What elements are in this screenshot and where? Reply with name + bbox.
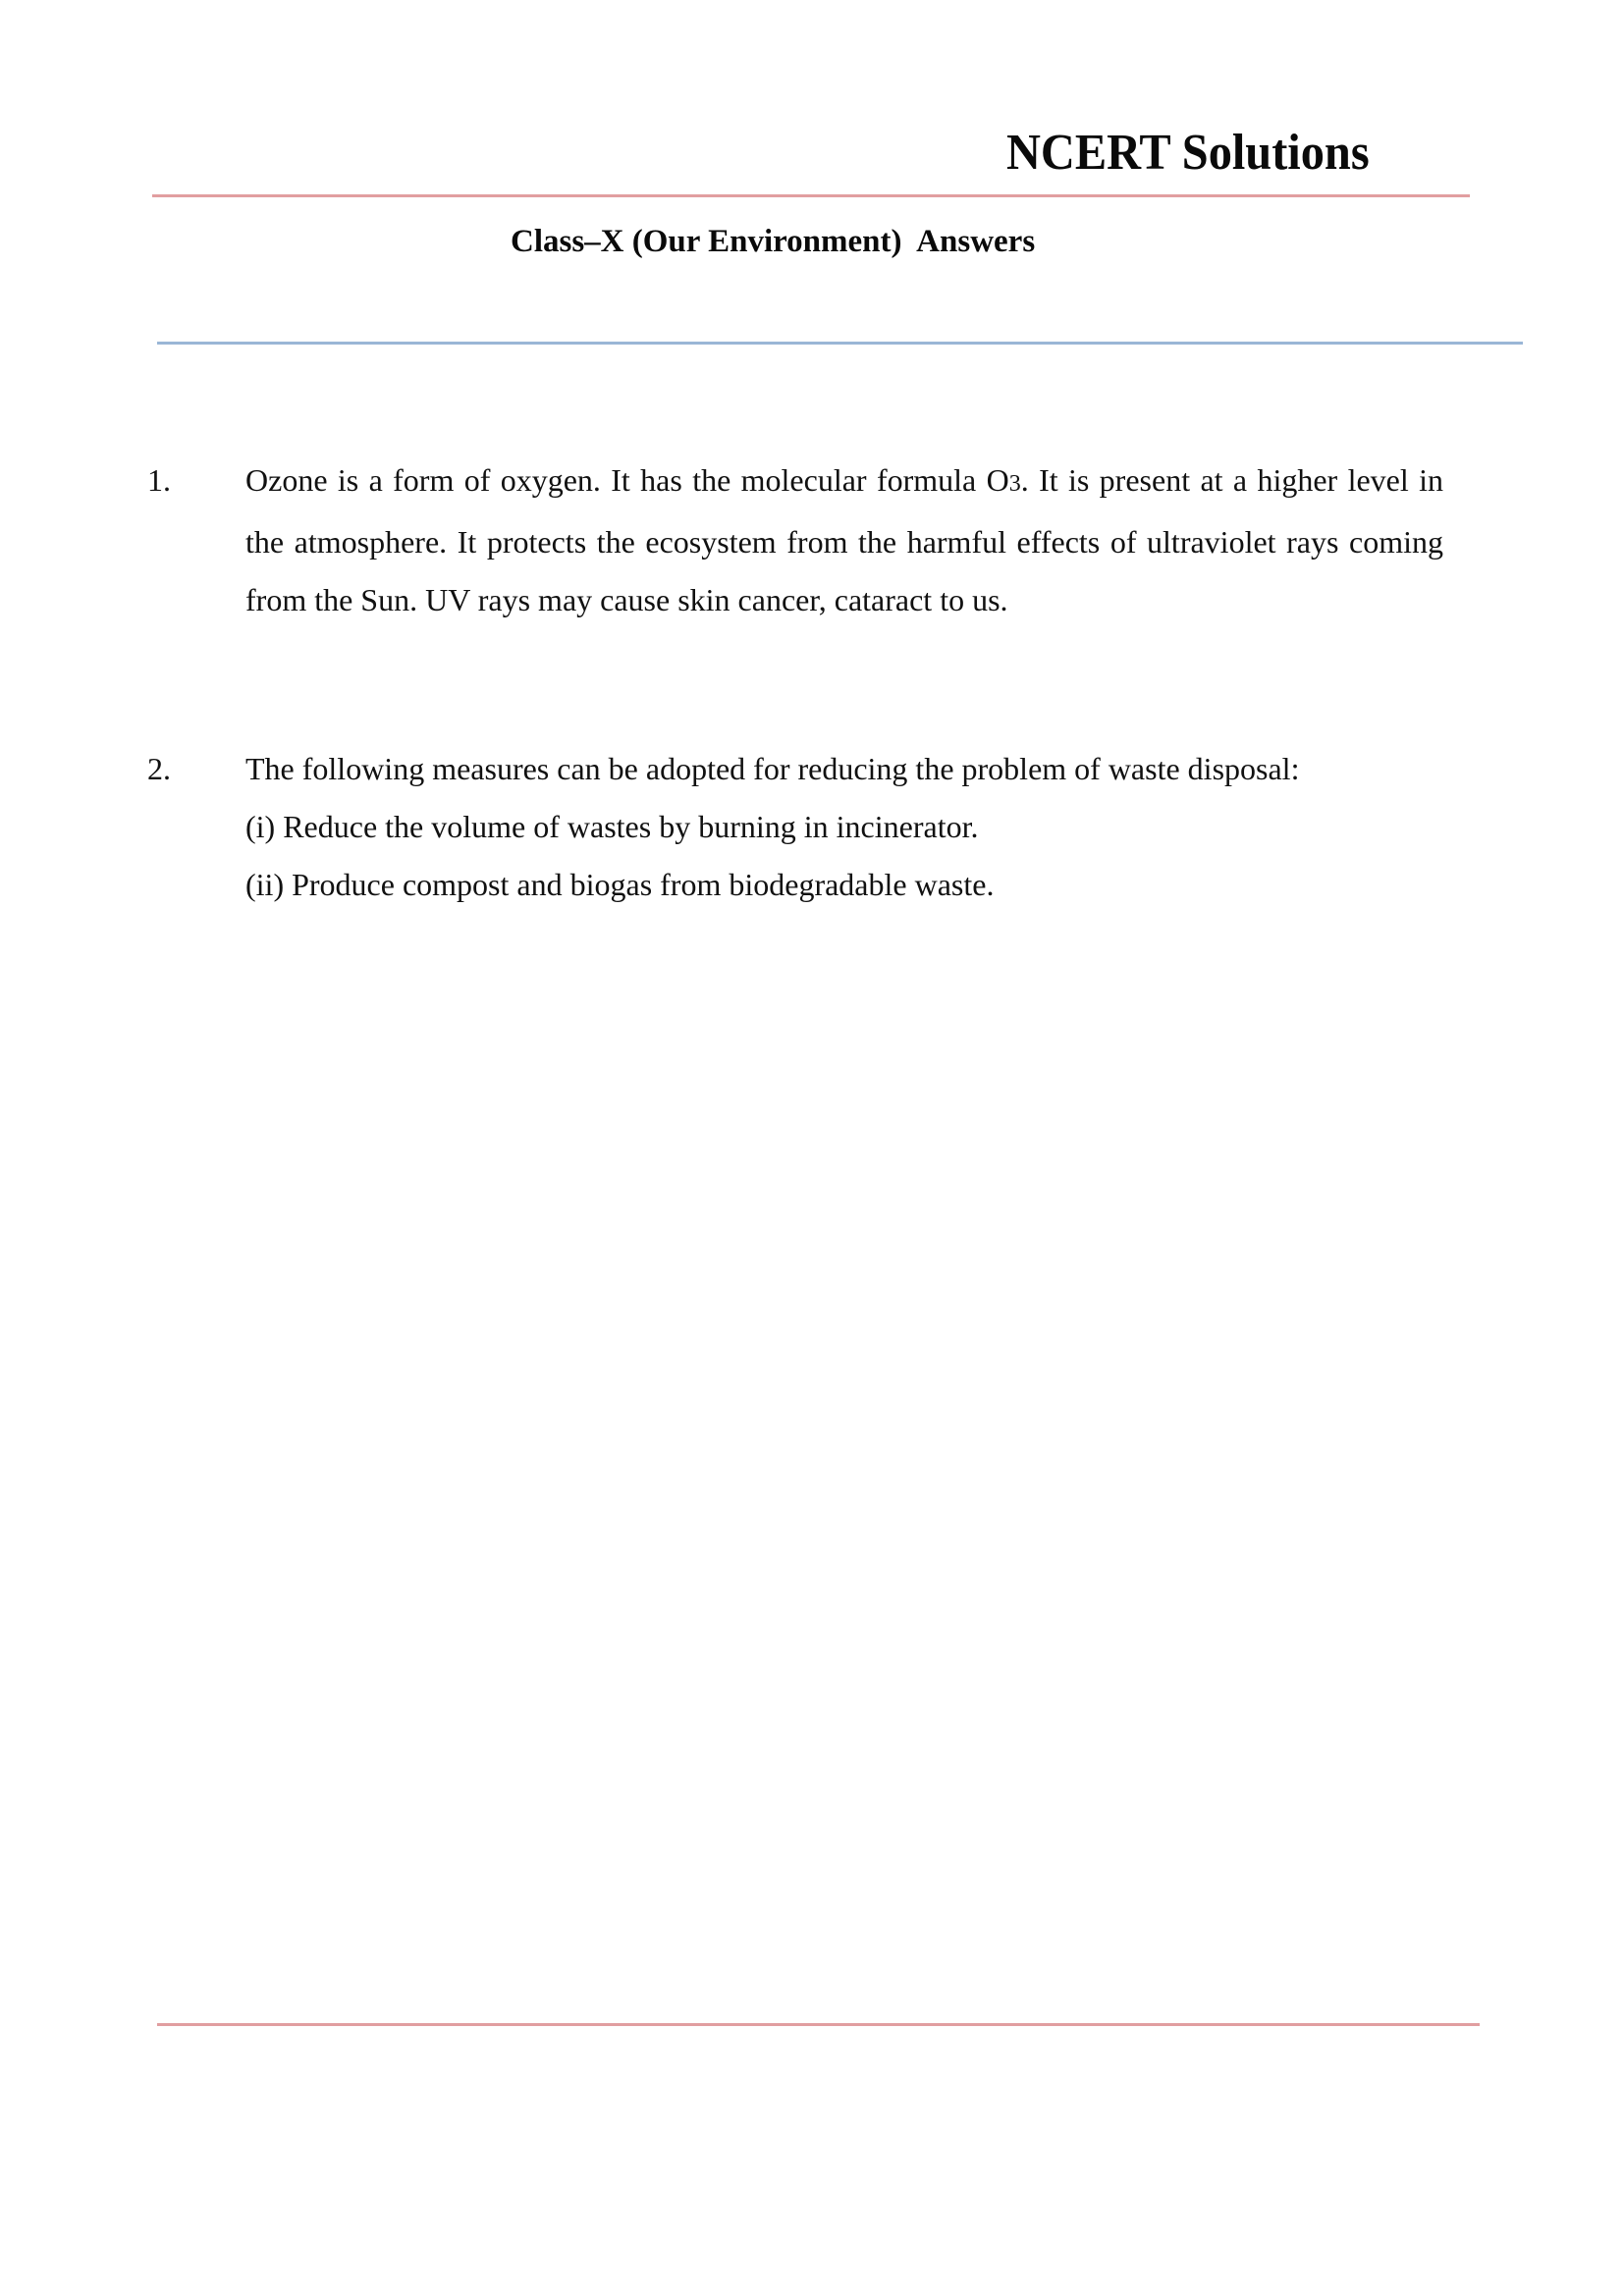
page-title: Class–X (Our Environment) Answers (511, 224, 1036, 259)
formula-subscript: 3 (1008, 471, 1021, 497)
answer-text-continued: . It is present at a higher level in the atmosphere. It protects the ecosystem from the harmful effects of ultraviolet rays coming from the Sun. UV rays may cause skin cancer, cataract to us. (245, 462, 1444, 617)
answer-item-1 (147, 452, 1443, 629)
answer-intro: The following measures can be adopted for reducing the problem of waste disposal: (245, 751, 1300, 786)
header-divider (152, 194, 1470, 197)
answer-item-2 (147, 740, 1443, 914)
title-divider (157, 342, 1523, 345)
answer-body (245, 452, 1443, 629)
footer-divider (157, 2023, 1480, 2026)
answer-body (245, 740, 1443, 914)
answer-point: (i) Reduce the volume of wastes by burning in incinerator. (245, 809, 979, 844)
answer-point: (ii) Produce compost and biogas from biodegradable waste. (245, 867, 995, 902)
answer-number: 2. (147, 751, 171, 786)
answer-text: Ozone is a form of oxygen. It has the molecular formula O (245, 462, 1009, 498)
answer-number: 1. (147, 462, 171, 498)
brand-heading: NCERT Solutions (1006, 125, 1370, 181)
